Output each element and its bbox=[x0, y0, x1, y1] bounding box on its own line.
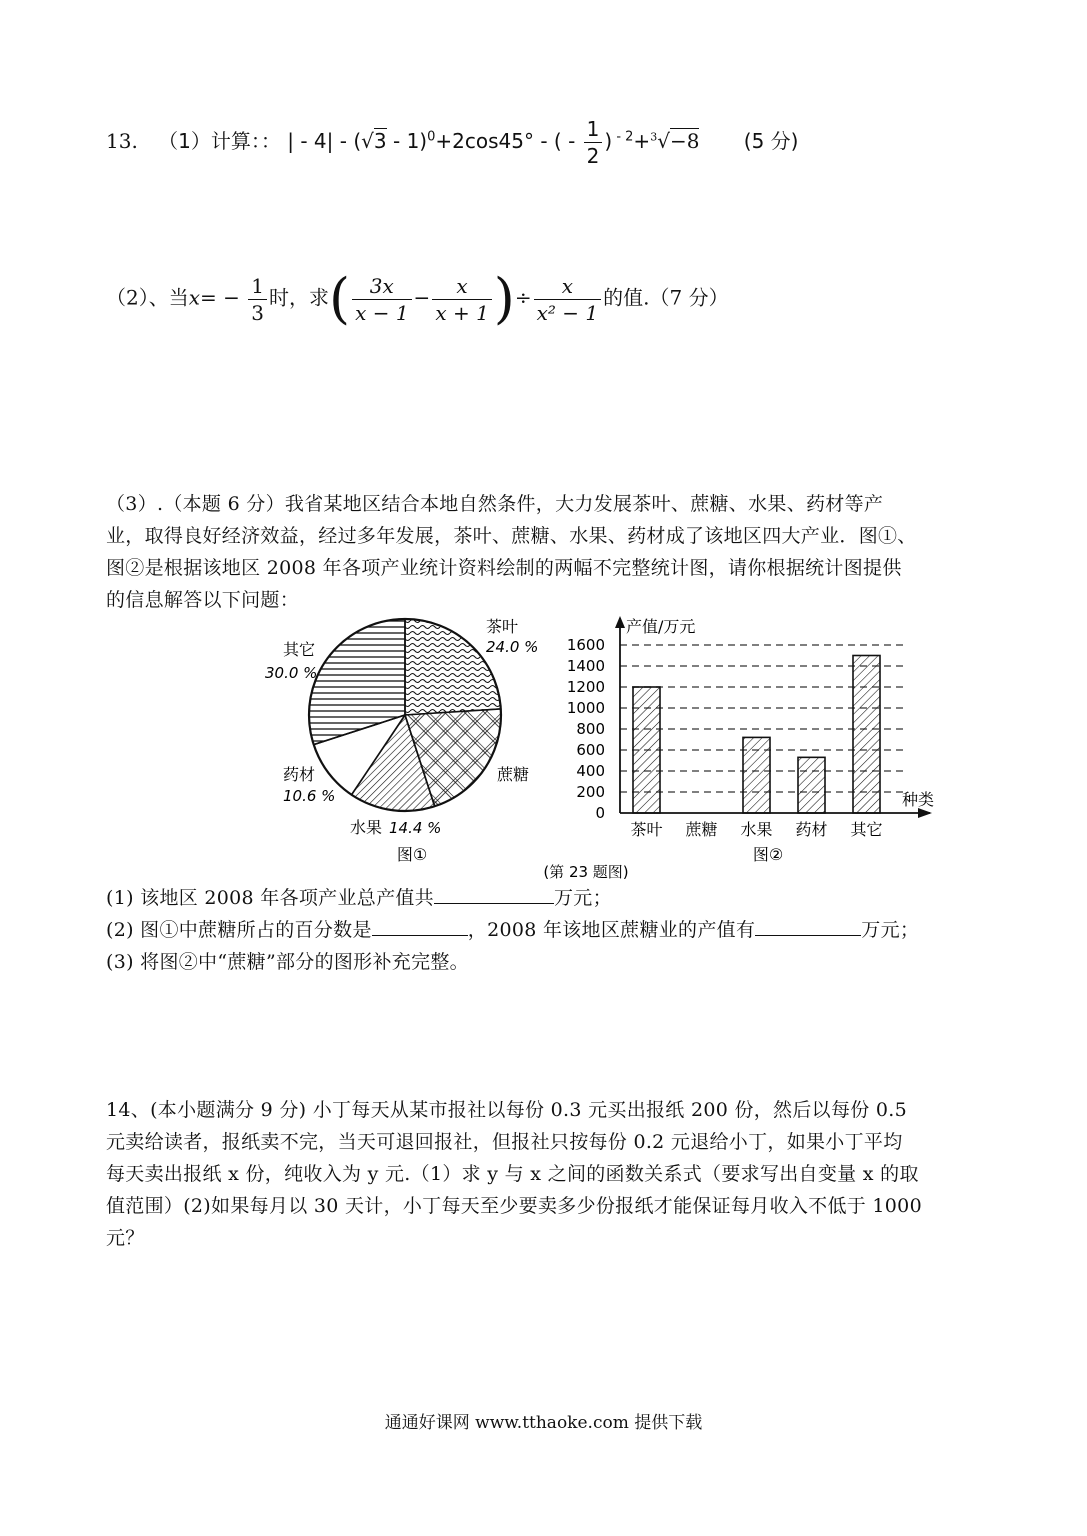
q13-part2-mid: 时，求 bbox=[268, 285, 329, 310]
paragraph-line: 的信息解答以下问题： bbox=[106, 589, 300, 611]
cbrt-sign-icon: √ bbox=[657, 129, 670, 153]
expr-seg: - 1) bbox=[393, 129, 428, 153]
pie-value-label: 14.4 % bbox=[389, 819, 442, 837]
subquestion-2 bbox=[106, 914, 1006, 946]
paragraph-line: 图②是根据该地区 2008 年各项产业统计资料绘制的两幅不完整统计图，请你根据统计图提供 bbox=[106, 557, 902, 579]
paragraph-line: 元卖给读者，报纸卖不完，当天可退回报社，但报社只按每份 0.2 元退给小丁，如果小丁平均 bbox=[106, 1131, 903, 1153]
exponent: 0 bbox=[427, 129, 436, 145]
fraction bbox=[534, 273, 602, 326]
answer-blank[interactable] bbox=[372, 917, 468, 936]
q13-part1 bbox=[106, 116, 798, 169]
x-tick-label: 其它 bbox=[850, 820, 883, 839]
y-tick-label: 1000 bbox=[566, 699, 605, 717]
expr-seg: + bbox=[633, 129, 651, 153]
pie-value-label: 24.0 % bbox=[486, 638, 539, 656]
paragraph-line: 元？ bbox=[106, 1227, 145, 1249]
q13-part2 bbox=[106, 267, 729, 330]
fraction bbox=[432, 273, 491, 326]
charts-figure bbox=[0, 600, 1087, 890]
root-index: 3 bbox=[650, 130, 658, 144]
paragraph-line: 业，取得良好经济效益，经过多年发展，茶叶、蔗糖、水果、药材成了该地区四大产业．图①、 bbox=[106, 525, 917, 547]
pie-title: 图① bbox=[396, 845, 428, 864]
paragraph-line: 每天卖出报纸 x 份，纯收入为 y 元.（1）求 y 与 x 之间的函数关系式（要求写出自变量 x 的取 bbox=[106, 1163, 919, 1185]
q13-number: 13. bbox=[106, 129, 138, 153]
sqrt-sign-icon: √ bbox=[361, 129, 374, 153]
denominator: 2 bbox=[586, 144, 600, 168]
sub1-text-a: (1) 该地区 2008 年各项产业总产值共 bbox=[106, 887, 434, 909]
numerator: 1 bbox=[584, 116, 603, 143]
numerator: 3x bbox=[352, 273, 411, 300]
minus: − bbox=[413, 285, 431, 310]
figure-caption: (第 23 题图) bbox=[543, 863, 629, 881]
x-tick-label: 药材 bbox=[795, 820, 828, 839]
pie-label: 药材 bbox=[283, 765, 316, 784]
y-tick-label: 200 bbox=[576, 783, 605, 801]
bar-chart bbox=[567, 616, 934, 864]
page-footer: 通通好课网 www.tthaoke.com 提供下载 bbox=[384, 1413, 703, 1433]
y-tick-label: 0 bbox=[595, 804, 605, 822]
numerator: x bbox=[534, 273, 602, 300]
paragraph-line: 14、(本小题满分 9 分) 小丁每天从某市报社以每份 0.3 元买出报纸 200 份，然后以每份 0.5 bbox=[106, 1099, 908, 1121]
denominator: x − 1 bbox=[355, 300, 409, 325]
numerator: 1 bbox=[248, 273, 267, 300]
sub2-text-b: ，2008 年该地区蔗糖业的产值有 bbox=[467, 919, 756, 941]
abs-value: | - 4| bbox=[287, 129, 334, 153]
exponent: - 2 bbox=[612, 129, 634, 145]
x-tick-label: 蔗糖 bbox=[685, 820, 718, 839]
subquestion-3: (3) 将图②中“蔗糖”部分的图形补充完整。 bbox=[106, 951, 469, 973]
y-axis-label: 产值/万元 bbox=[626, 617, 696, 636]
fraction bbox=[248, 273, 267, 326]
q13-part3-text bbox=[106, 488, 996, 616]
expr-seg: +2cos45° - ( - bbox=[435, 129, 582, 153]
fraction bbox=[584, 116, 603, 169]
q13-part2-prefix: （2）、当 bbox=[106, 285, 189, 310]
x-axis-label: 种类 bbox=[902, 790, 935, 809]
y-axis-arrow-icon bbox=[615, 616, 625, 628]
x-axis-arrow-icon bbox=[918, 808, 932, 818]
left-paren: ( bbox=[328, 267, 351, 330]
y-tick-label: 800 bbox=[576, 720, 605, 738]
pie-label: 其它 bbox=[283, 640, 316, 659]
numerator: x bbox=[432, 273, 491, 300]
q13-part1-points: (5 分) bbox=[743, 129, 799, 153]
y-tick-label: 1600 bbox=[566, 636, 605, 654]
y-tick-label: 1400 bbox=[566, 657, 605, 675]
sub1-text-b: 万元； bbox=[554, 887, 612, 909]
bar-title: 图② bbox=[752, 845, 784, 864]
q13-subquestions bbox=[106, 882, 1006, 978]
bar bbox=[853, 656, 880, 814]
q13-part1-prefix: （1）计算：： bbox=[158, 129, 281, 153]
y-tick-label: 600 bbox=[576, 741, 605, 759]
pie-label: 茶叶 bbox=[486, 617, 519, 636]
sqrt-radicand: 3 bbox=[373, 129, 387, 153]
y-tick-label: 1200 bbox=[566, 678, 605, 696]
x-tick-label: 茶叶 bbox=[630, 820, 663, 839]
pie-label: 水果 bbox=[350, 818, 383, 837]
variable-x: x bbox=[188, 285, 201, 310]
denominator: x + 1 bbox=[435, 300, 489, 325]
subquestion-1 bbox=[106, 882, 1006, 914]
divide: ÷ bbox=[514, 285, 532, 310]
bar bbox=[798, 757, 825, 813]
pie-value-label: 30.0 % bbox=[265, 664, 318, 682]
paragraph-line: （3）.（本题 6 分）我省某地区结合本地自然条件，大力发展茶叶、蔗糖、水果、药材等产 bbox=[106, 493, 884, 515]
denominator: 3 bbox=[251, 300, 264, 325]
expr-seg: ) bbox=[604, 129, 613, 153]
sub2-text-a: (2) 图①中蔗糖所占的百分数是 bbox=[106, 919, 372, 941]
y-tick-label: 400 bbox=[576, 762, 605, 780]
pie-chart bbox=[265, 617, 538, 864]
bar bbox=[743, 737, 770, 813]
expr-seg: - ( bbox=[339, 129, 362, 153]
answer-blank[interactable] bbox=[755, 917, 861, 936]
sub2-text-c: 万元； bbox=[861, 919, 920, 941]
denominator: x² − 1 bbox=[536, 300, 599, 325]
pie-label: 蔗糖 bbox=[497, 765, 530, 784]
paragraph-line: 值范围）(2)如果每月以 30 天计，小丁每天至少要卖多少份报纸才能保证每月收入不低于 1000 bbox=[106, 1195, 922, 1217]
right-paren: ) bbox=[493, 267, 515, 330]
q13-part2-suffix: 的值.（7 分） bbox=[603, 285, 729, 310]
bar bbox=[633, 687, 660, 813]
cbrt-radicand: −8 bbox=[669, 129, 700, 153]
equals: = − bbox=[200, 285, 240, 310]
x-tick-label: 水果 bbox=[740, 820, 773, 839]
fraction bbox=[352, 273, 411, 326]
q14-text bbox=[106, 1094, 1006, 1254]
answer-blank[interactable] bbox=[434, 885, 554, 904]
pie-value-label: 10.6 % bbox=[283, 787, 336, 805]
